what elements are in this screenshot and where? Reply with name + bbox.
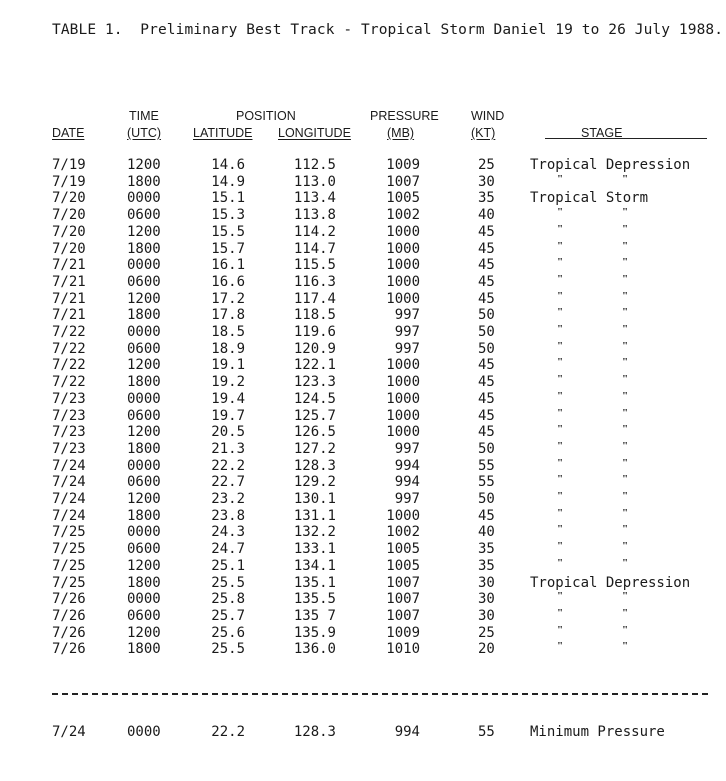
ditto-mark: "	[622, 356, 629, 369]
table-row	[0, 625, 726, 642]
date-cell: 7/24	[52, 474, 86, 491]
longitude-cell: 131.1	[293, 507, 336, 524]
ditto-mark: "	[622, 523, 629, 536]
wind-cell: 25	[478, 157, 495, 173]
time-cell: 1200	[127, 624, 161, 641]
wind-cell: 55	[478, 474, 495, 491]
time-cell: 0000	[127, 257, 161, 274]
date-cell: 7/23	[52, 424, 86, 441]
pressure-cell: 1002	[386, 207, 420, 224]
stage-cell: Tropical Storm	[530, 190, 649, 207]
time-cell: 0600	[127, 207, 161, 224]
time-cell: 1800	[127, 374, 161, 391]
table-row	[0, 491, 726, 508]
date-cell: 7/21	[52, 257, 86, 274]
time-cell: 1200	[127, 157, 161, 173]
pressure-header: PRESSURE	[370, 109, 439, 123]
date-cell: 7/24	[52, 507, 86, 524]
ditto-mark: "	[557, 206, 564, 219]
date-cell: 7/26	[52, 624, 86, 641]
table-row	[0, 274, 726, 291]
latitude-cell: 18.5	[211, 324, 245, 340]
wind-cell: 50	[478, 324, 495, 340]
wind-cell: 30	[478, 591, 495, 608]
longitude-cell: 129.2	[293, 474, 336, 491]
date-cell: 7/26	[52, 641, 86, 658]
date-cell: 7/20	[52, 190, 86, 207]
latitude-cell: 25.8	[211, 591, 245, 608]
table-row	[0, 374, 726, 391]
ditto-mark: "	[557, 389, 564, 402]
wind-cell: 35	[478, 190, 495, 207]
time-cell: 0600	[127, 407, 161, 424]
wind-cell: 45	[478, 290, 495, 307]
pressure-cell: 1000	[386, 390, 420, 407]
pressure-cell: 997	[394, 324, 420, 340]
date-cell: 7/26	[52, 607, 86, 624]
latitude-cell: 14.6	[211, 157, 245, 173]
stage-header-rule	[545, 138, 707, 139]
latitude-cell: 20.5	[211, 424, 245, 441]
table-row	[0, 241, 726, 258]
separator-dashed-line	[52, 693, 708, 695]
ditto-mark: "	[557, 406, 564, 419]
ditto-mark: "	[622, 256, 629, 269]
wind-header: WIND	[471, 109, 505, 123]
pressure-cell: 1009	[386, 157, 420, 173]
ditto-mark: "	[622, 556, 629, 569]
longitude-cell: 128.3	[293, 457, 336, 474]
ditto-mark: "	[557, 490, 564, 502]
date-cell: 7/22	[52, 324, 86, 340]
time-cell: 1200	[127, 557, 161, 574]
table-row	[0, 575, 726, 592]
latitude-cell: 16.1	[211, 257, 245, 274]
latitude-cell: 15.1	[211, 190, 245, 207]
time-cell: 1800	[127, 440, 161, 457]
time-header: TIME	[129, 109, 159, 123]
date-cell: 7/25	[52, 574, 86, 591]
time-cell: 0000	[127, 190, 161, 207]
date-cell: 7/19	[52, 157, 86, 173]
date-cell: 7/25	[52, 524, 86, 541]
latitude-cell: 25.7	[211, 607, 245, 624]
ditto-mark: "	[557, 172, 564, 185]
ditto-mark: "	[622, 172, 629, 185]
pressure-cell: 997	[394, 340, 420, 357]
time-cell: 0000	[127, 390, 161, 407]
table-row	[0, 291, 726, 308]
table-row	[0, 608, 726, 625]
pressure-cell: 1000	[386, 257, 420, 274]
table-row	[0, 424, 726, 441]
wind-cell: 40	[478, 524, 495, 541]
summary-longitude: 128.3	[293, 724, 336, 740]
latitude-cell: 19.7	[211, 407, 245, 424]
time-unit-header: (UTC)	[127, 126, 162, 140]
latitude-header: LATITUDE	[193, 126, 253, 140]
time-cell: 1800	[127, 641, 161, 658]
ditto-mark: "	[622, 323, 629, 335]
wind-cell: 45	[478, 390, 495, 407]
table-row	[0, 441, 726, 458]
longitude-cell: 113.8	[293, 207, 336, 224]
pressure-cell: 1005	[386, 541, 420, 558]
longitude-cell: 123.3	[293, 374, 336, 391]
pressure-cell: 1000	[386, 240, 420, 257]
time-cell: 1800	[127, 173, 161, 190]
ditto-mark: "	[557, 456, 564, 469]
pressure-cell: 1000	[386, 273, 420, 290]
time-cell: 1800	[127, 240, 161, 257]
time-cell: 0600	[127, 340, 161, 357]
wind-cell: 30	[478, 574, 495, 591]
time-cell: 0000	[127, 591, 161, 608]
longitude-cell: 135 7	[293, 607, 336, 624]
wind-cell: 45	[478, 223, 495, 240]
ditto-mark: "	[622, 423, 629, 436]
longitude-cell: 117.4	[293, 290, 336, 307]
pressure-cell: 1010	[386, 641, 420, 658]
table-row	[0, 524, 726, 541]
time-cell: 0000	[127, 524, 161, 541]
summary-row	[0, 724, 726, 741]
time-cell: 0600	[127, 541, 161, 558]
wind-cell: 40	[478, 207, 495, 224]
pressure-cell: 1007	[386, 173, 420, 190]
longitude-cell: 135.1	[293, 574, 336, 591]
date-cell: 7/19	[52, 173, 86, 190]
longitude-cell: 122.1	[293, 357, 336, 374]
stage-header: STAGE	[581, 126, 623, 140]
wind-cell: 20	[478, 641, 495, 658]
wind-cell: 55	[478, 457, 495, 474]
date-cell: 7/21	[52, 290, 86, 307]
date-cell: 7/20	[52, 223, 86, 240]
time-cell: 1200	[127, 223, 161, 240]
ditto-mark: "	[622, 606, 629, 619]
date-cell: 7/21	[52, 307, 86, 324]
table-row	[0, 307, 726, 324]
wind-cell: 50	[478, 491, 495, 507]
pressure-cell: 997	[394, 307, 420, 324]
ditto-mark: "	[557, 640, 564, 653]
ditto-mark: "	[622, 506, 629, 519]
stage-cell: Tropical Depression	[530, 574, 691, 591]
pressure-cell: 997	[394, 440, 420, 457]
table-row	[0, 591, 726, 608]
table-row	[0, 224, 726, 241]
table-row	[0, 558, 726, 575]
latitude-cell: 25.6	[211, 624, 245, 641]
ditto-mark: "	[557, 289, 564, 302]
table-row	[0, 458, 726, 475]
latitude-cell: 22.2	[211, 457, 245, 474]
time-cell: 0600	[127, 474, 161, 491]
date-cell: 7/25	[52, 541, 86, 558]
ditto-mark: "	[557, 256, 564, 269]
ditto-mark: "	[622, 456, 629, 469]
pressure-cell: 994	[394, 474, 420, 491]
date-header: DATE	[52, 126, 85, 140]
ditto-mark: "	[557, 473, 564, 486]
ditto-mark: "	[622, 490, 629, 502]
summary-pressure: 994	[394, 724, 420, 740]
ditto-mark: "	[622, 239, 629, 252]
table-row	[0, 324, 726, 341]
ditto-mark: "	[557, 373, 564, 386]
table-row	[0, 207, 726, 224]
date-cell: 7/26	[52, 591, 86, 608]
time-cell: 1200	[127, 357, 161, 374]
ditto-mark: "	[557, 556, 564, 569]
longitude-cell: 113.0	[293, 173, 336, 190]
ditto-mark: "	[622, 640, 629, 653]
longitude-cell: 125.7	[293, 407, 336, 424]
latitude-cell: 24.7	[211, 541, 245, 558]
longitude-cell: 135.5	[293, 591, 336, 608]
ditto-mark: "	[622, 540, 629, 553]
table-row	[0, 174, 726, 191]
summary-date: 7/24	[52, 724, 86, 740]
latitude-cell: 21.3	[211, 440, 245, 457]
ditto-mark: "	[557, 239, 564, 252]
longitude-cell: 134.1	[293, 557, 336, 574]
ditto-mark: "	[622, 339, 629, 352]
wind-cell: 50	[478, 340, 495, 357]
longitude-cell: 118.5	[293, 307, 336, 324]
ditto-mark: "	[622, 439, 629, 452]
ditto-mark: "	[622, 623, 629, 636]
longitude-cell: 132.2	[293, 524, 336, 541]
longitude-cell: 116.3	[293, 273, 336, 290]
pressure-cell: 1009	[386, 624, 420, 641]
ditto-mark: "	[557, 623, 564, 636]
pressure-cell: 1002	[386, 524, 420, 541]
time-cell: 1200	[127, 290, 161, 307]
longitude-cell: 112.5	[293, 157, 336, 173]
time-cell: 0000	[127, 457, 161, 474]
longitude-cell: 133.1	[293, 541, 336, 558]
longitude-cell: 136.0	[293, 641, 336, 658]
table-row	[0, 341, 726, 358]
ditto-mark: "	[622, 373, 629, 386]
time-cell: 0600	[127, 607, 161, 624]
time-cell: 1200	[127, 491, 161, 507]
pressure-cell: 1000	[386, 424, 420, 441]
latitude-cell: 15.5	[211, 223, 245, 240]
pressure-cell: 1007	[386, 574, 420, 591]
time-cell: 1800	[127, 307, 161, 324]
latitude-cell: 17.8	[211, 307, 245, 324]
stage-cell: Tropical Depression	[530, 157, 691, 173]
longitude-cell: 127.2	[293, 440, 336, 457]
pressure-cell: 1007	[386, 591, 420, 608]
longitude-cell: 124.5	[293, 390, 336, 407]
longitude-cell: 115.5	[293, 257, 336, 274]
wind-cell: 45	[478, 507, 495, 524]
pressure-cell: 1000	[386, 374, 420, 391]
longitude-header: LONGITUDE	[278, 126, 351, 140]
wind-cell: 35	[478, 541, 495, 558]
date-cell: 7/21	[52, 273, 86, 290]
longitude-cell: 130.1	[293, 491, 336, 507]
ditto-mark: "	[557, 439, 564, 452]
latitude-cell: 19.1	[211, 357, 245, 374]
date-cell: 7/22	[52, 340, 86, 357]
latitude-cell: 23.2	[211, 491, 245, 507]
ditto-mark: "	[557, 272, 564, 285]
summary-latitude: 22.2	[211, 724, 245, 740]
pressure-unit-header: (MB)	[387, 126, 415, 140]
time-cell: 0600	[127, 273, 161, 290]
longitude-cell: 120.9	[293, 340, 336, 357]
ditto-mark: "	[557, 306, 564, 319]
wind-cell: 45	[478, 374, 495, 391]
ditto-mark: "	[557, 506, 564, 519]
pressure-cell: 1005	[386, 557, 420, 574]
ditto-mark: "	[622, 473, 629, 486]
longitude-cell: 126.5	[293, 424, 336, 441]
longitude-cell: 119.6	[293, 324, 336, 340]
date-cell: 7/22	[52, 357, 86, 374]
pressure-cell: 1000	[386, 290, 420, 307]
ditto-mark: "	[622, 222, 629, 235]
latitude-cell: 19.2	[211, 374, 245, 391]
longitude-cell: 113.4	[293, 190, 336, 207]
ditto-mark: "	[622, 289, 629, 302]
table-row	[0, 508, 726, 525]
date-cell: 7/20	[52, 207, 86, 224]
date-cell: 7/22	[52, 374, 86, 391]
pressure-cell: 1007	[386, 607, 420, 624]
pressure-cell: 1000	[386, 407, 420, 424]
wind-cell: 45	[478, 357, 495, 374]
time-cell: 1200	[127, 424, 161, 441]
pressure-cell: 994	[394, 457, 420, 474]
table-row	[0, 474, 726, 491]
table-row	[0, 641, 726, 658]
ditto-mark: "	[557, 540, 564, 553]
table-title: TABLE 1. Preliminary Best Track - Tropical Storm Daniel 19 to 26 July 1988.	[52, 22, 724, 38]
table-row	[0, 157, 726, 174]
ditto-mark: "	[557, 423, 564, 436]
latitude-cell: 14.9	[211, 173, 245, 190]
wind-cell: 45	[478, 424, 495, 441]
latitude-cell: 23.8	[211, 507, 245, 524]
summary-time: 0000	[127, 724, 161, 740]
pressure-cell: 1000	[386, 223, 420, 240]
wind-unit-header: (KT)	[471, 126, 496, 140]
latitude-cell: 17.2	[211, 290, 245, 307]
time-cell: 0000	[127, 324, 161, 340]
time-cell: 1800	[127, 574, 161, 591]
latitude-cell: 19.4	[211, 390, 245, 407]
wind-cell: 50	[478, 307, 495, 324]
wind-cell: 45	[478, 240, 495, 257]
wind-cell: 25	[478, 624, 495, 641]
ditto-mark: "	[557, 356, 564, 369]
longitude-cell: 114.7	[293, 240, 336, 257]
ditto-mark: "	[622, 206, 629, 219]
ditto-mark: "	[557, 323, 564, 335]
ditto-mark: "	[622, 272, 629, 285]
latitude-cell: 25.5	[211, 574, 245, 591]
ditto-mark: "	[622, 406, 629, 419]
date-cell: 7/24	[52, 457, 86, 474]
date-cell: 7/24	[52, 491, 86, 507]
wind-cell: 30	[478, 607, 495, 624]
wind-cell: 45	[478, 257, 495, 274]
pressure-cell: 1000	[386, 357, 420, 374]
ditto-mark: "	[557, 222, 564, 235]
time-cell: 1800	[127, 507, 161, 524]
latitude-cell: 25.5	[211, 641, 245, 658]
table-row	[0, 257, 726, 274]
latitude-cell: 15.7	[211, 240, 245, 257]
date-cell: 7/23	[52, 407, 86, 424]
table-row	[0, 357, 726, 374]
ditto-mark: "	[557, 590, 564, 603]
ditto-mark: "	[622, 590, 629, 603]
wind-cell: 45	[478, 407, 495, 424]
summary-stage: Minimum Pressure	[530, 724, 665, 740]
wind-cell: 45	[478, 273, 495, 290]
latitude-cell: 18.9	[211, 340, 245, 357]
ditto-mark: "	[557, 523, 564, 536]
pressure-cell: 1005	[386, 190, 420, 207]
latitude-cell: 22.7	[211, 474, 245, 491]
pressure-cell: 997	[394, 491, 420, 507]
table-row	[0, 408, 726, 425]
latitude-cell: 25.1	[211, 557, 245, 574]
ditto-mark: "	[557, 339, 564, 352]
latitude-cell: 16.6	[211, 273, 245, 290]
ditto-mark: "	[557, 606, 564, 619]
date-cell: 7/25	[52, 557, 86, 574]
latitude-cell: 15.3	[211, 207, 245, 224]
date-cell: 7/23	[52, 390, 86, 407]
latitude-cell: 24.3	[211, 524, 245, 541]
longitude-cell: 135.9	[293, 624, 336, 641]
table-row	[0, 190, 726, 207]
pressure-cell: 1000	[386, 507, 420, 524]
wind-cell: 35	[478, 557, 495, 574]
wind-cell: 30	[478, 173, 495, 190]
ditto-mark: "	[622, 389, 629, 402]
table-row	[0, 391, 726, 408]
wind-cell: 50	[478, 440, 495, 457]
date-cell: 7/23	[52, 440, 86, 457]
table-row	[0, 541, 726, 558]
longitude-cell: 114.2	[293, 223, 336, 240]
ditto-mark: "	[622, 306, 629, 319]
date-cell: 7/20	[52, 240, 86, 257]
position-header: POSITION	[236, 109, 296, 123]
summary-wind: 55	[478, 724, 495, 740]
